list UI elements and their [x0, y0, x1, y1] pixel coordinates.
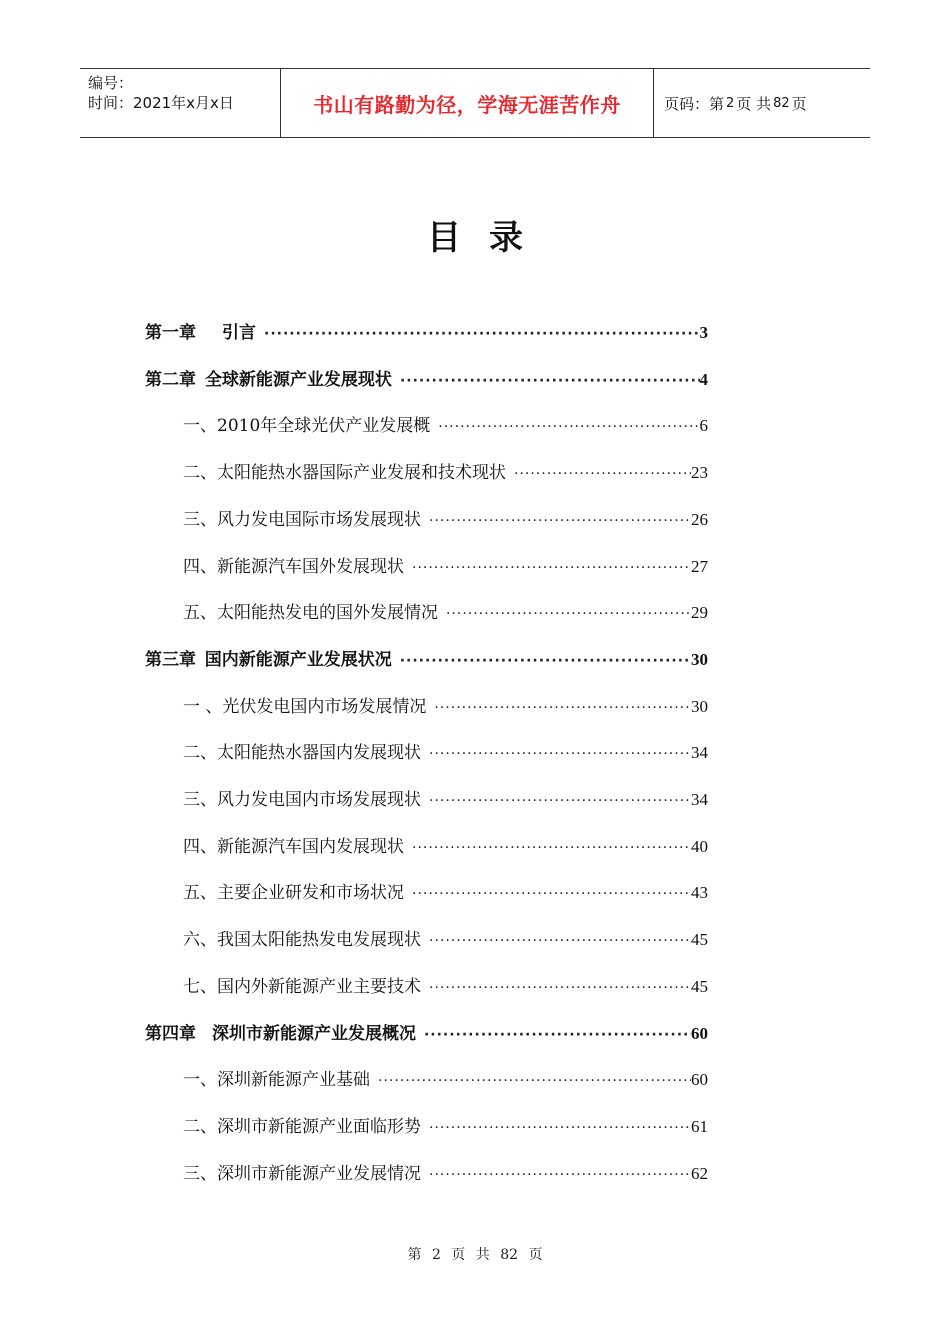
toc-page-number: 26: [691, 510, 708, 529]
toc-entry[interactable]: [145, 318, 708, 348]
toc-page-number: 34: [691, 790, 708, 809]
toc-page-number: 30: [691, 697, 708, 716]
toc-entry[interactable]: [183, 1065, 708, 1095]
toc-page-number: 62: [691, 1164, 708, 1183]
toc-entry[interactable]: [145, 1019, 708, 1049]
page-current: 2: [726, 95, 735, 111]
page-header: [80, 68, 870, 138]
toc-entry-title: 深圳市新能源产业发展概况: [211, 1024, 416, 1044]
toc-leader-dots: [429, 973, 691, 1002]
toc-entry-label: 七、国内外新能源产业主要技术: [183, 977, 421, 997]
toc-entry[interactable]: [183, 458, 708, 488]
toc-entry-label: 三、风力发电国际市场发展现状: [183, 510, 421, 530]
header-meta: [80, 69, 281, 137]
toc-leader-dots: [429, 506, 691, 535]
page-suffix: 页: [791, 94, 807, 113]
toc-page-number: 3: [699, 323, 708, 342]
toc-page-number: 29: [691, 603, 708, 622]
toc-entry[interactable]: [183, 832, 708, 862]
page-footer: 第 2 页 共 82 页: [407, 1247, 543, 1263]
toc-page-number: 45: [691, 977, 708, 996]
toc-entry-label: 四、新能源汽车国内发展现状: [183, 837, 404, 857]
toc-leader-dots: [412, 553, 691, 582]
page-total: 82: [773, 95, 790, 111]
toc-page-number: 43: [691, 883, 708, 902]
toc-leader-dots: [429, 1160, 691, 1189]
toc-entry[interactable]: [183, 692, 708, 722]
toc-page-number: 6: [699, 416, 708, 435]
toc-page-number: 61: [691, 1117, 708, 1136]
toc-entry[interactable]: [183, 972, 708, 1002]
toc-title: 目录: [427, 218, 551, 258]
toc-leader-dots: [429, 786, 691, 815]
toc-leader-dots: [400, 646, 691, 675]
toc-entry-title: 引言: [222, 323, 257, 343]
toc-page-number: 30: [691, 650, 708, 669]
toc-entry-label: 一、2010年全球光伏产业发展概: [183, 416, 431, 436]
toc-leader-dots: [438, 412, 699, 441]
code-label: 编号：: [88, 74, 134, 92]
toc-page-number: 34: [691, 743, 708, 762]
toc-leader-dots: [429, 739, 691, 768]
toc-entry-label: 三、深圳市新能源产业发展情况: [183, 1164, 421, 1184]
toc-entry[interactable]: [183, 1159, 708, 1189]
page-mid: 页 共: [736, 94, 772, 113]
toc-entry[interactable]: [183, 925, 708, 955]
toc-leader-dots: [429, 926, 691, 955]
toc-entry[interactable]: [145, 365, 708, 395]
toc-leader-dots: [514, 459, 691, 488]
toc-page-number: 45: [691, 930, 708, 949]
toc-leader-dots: [424, 1020, 691, 1049]
toc-entry-label: 四、新能源汽车国外发展现状: [183, 557, 404, 577]
toc-entry[interactable]: [183, 598, 708, 628]
toc-leader-dots: [400, 366, 700, 395]
toc-leader-dots: [429, 1113, 691, 1142]
toc-entry-label: 三、风力发电国内市场发展现状: [183, 790, 421, 810]
time-label: 时间：2021年x月x日: [88, 94, 234, 112]
page-prefix: 页码：第: [664, 94, 725, 113]
toc-page-number: 60: [691, 1024, 708, 1043]
toc-entry[interactable]: [145, 645, 708, 675]
toc-entry-label: 六、我国太阳能热发电发展现状: [183, 930, 421, 950]
toc-entry-label: 二、深圳市新能源产业面临形势: [183, 1117, 421, 1137]
toc-leader-dots: [446, 599, 691, 628]
toc-entry-label: 第二章: [145, 370, 196, 390]
toc-entry-label: 第一章: [145, 323, 196, 343]
toc-page-number: 40: [691, 837, 708, 856]
toc-entry[interactable]: [183, 552, 708, 582]
toc-entry[interactable]: [183, 785, 708, 815]
header-page-info: [654, 69, 870, 137]
toc-entry-label: 一 、光伏发电国内市场发展情况: [183, 697, 427, 717]
toc-page-number: 60: [691, 1070, 708, 1089]
toc-entry-label: 第四章: [145, 1024, 196, 1044]
header-motto: 书山有路勤为径，学海无涯苦作舟: [281, 69, 654, 137]
toc-entry[interactable]: [183, 878, 708, 908]
toc-entry-label: 五、太阳能热发电的国外发展情况: [183, 603, 438, 623]
toc-page-number: 27: [691, 557, 708, 576]
toc-entry[interactable]: [183, 1112, 708, 1142]
toc-entry-title: 全球新能源产业发展现状: [204, 370, 392, 390]
toc-leader-dots: [378, 1066, 691, 1095]
toc-entry-label: 第三章: [145, 650, 196, 670]
toc-entry[interactable]: [183, 411, 708, 441]
toc-entry-label: 二、太阳能热水器国际产业发展和技术现状: [183, 463, 506, 483]
toc-entry[interactable]: [183, 738, 708, 768]
toc-leader-dots: [412, 833, 691, 862]
toc-entry-label: 五、主要企业研发和市场状况: [183, 883, 404, 903]
toc-leader-dots: [412, 879, 691, 908]
toc-entry[interactable]: [183, 505, 708, 535]
toc-entry-title: 国内新能源产业发展状况: [204, 650, 392, 670]
toc-page-number: 23: [691, 463, 708, 482]
toc-entry-label: 一、深圳新能源产业基础: [183, 1070, 370, 1090]
toc-leader-dots: [434, 693, 691, 722]
toc-leader-dots: [264, 319, 699, 348]
toc-entry-label: 二、太阳能热水器国内发展现状: [183, 743, 421, 763]
toc-page-number: 4: [699, 370, 708, 389]
